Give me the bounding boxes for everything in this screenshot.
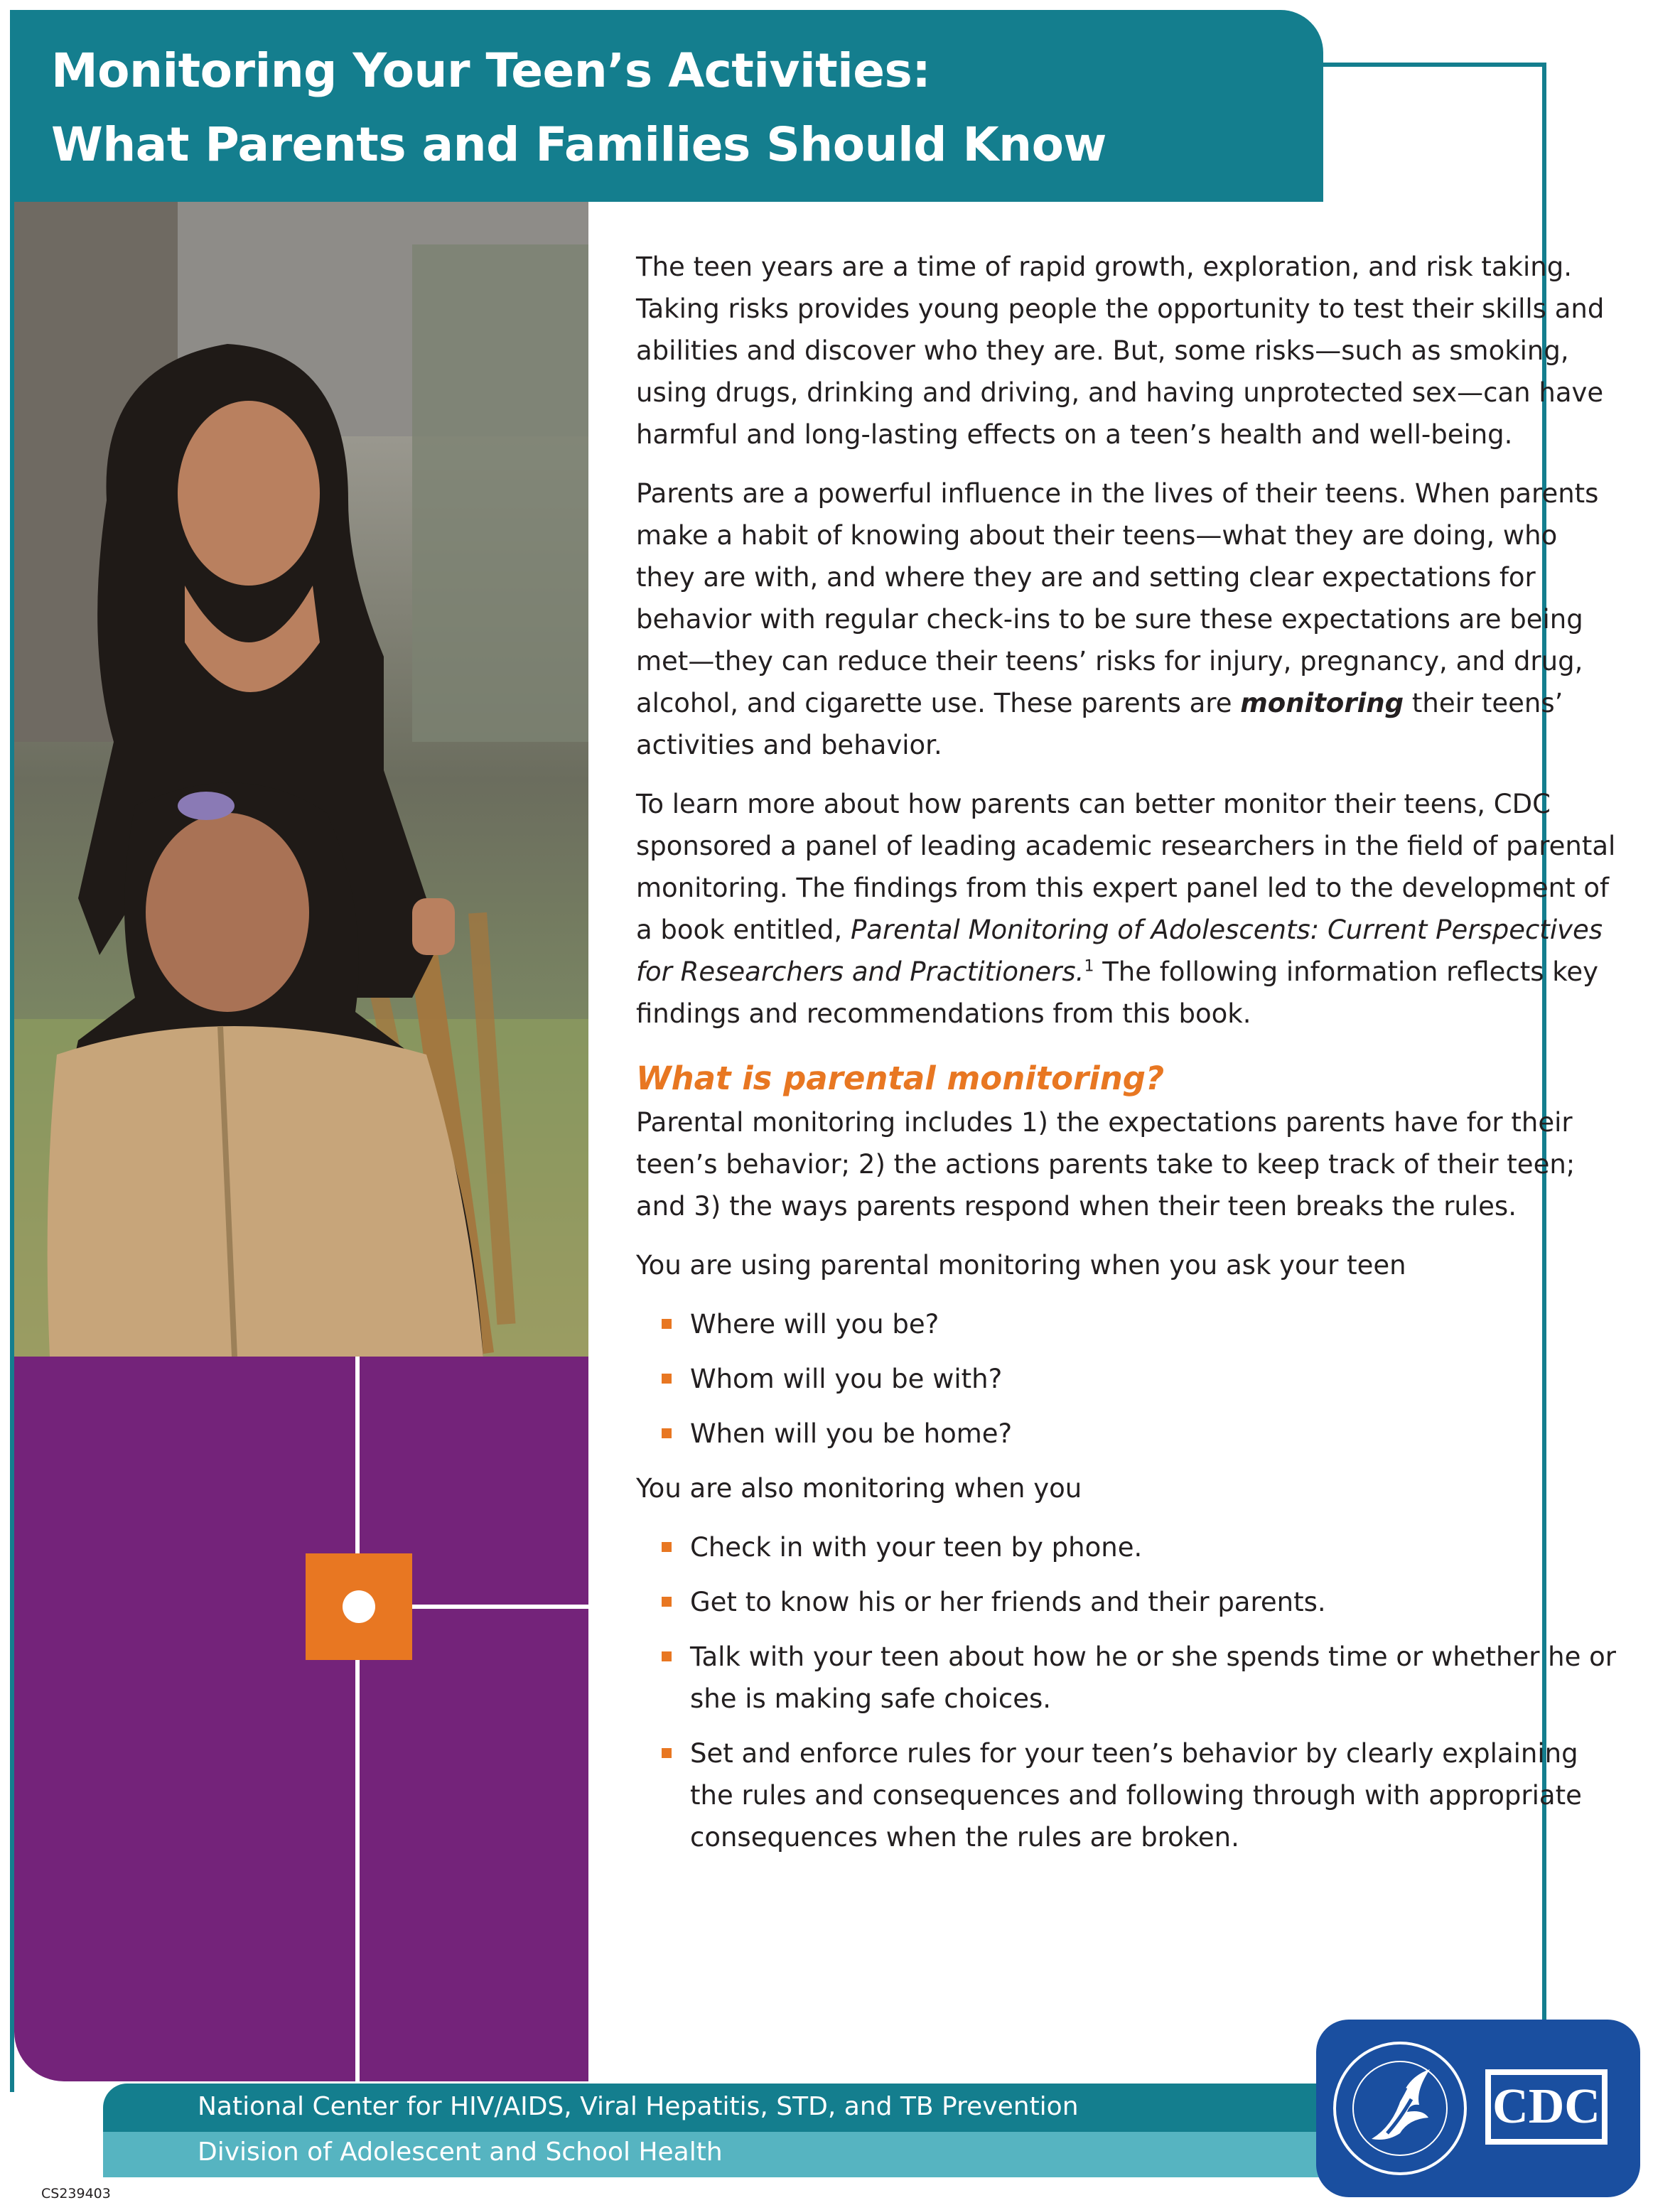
list-item: Where will you be?	[690, 1303, 1624, 1345]
footer-division-name: Division of Adolescent and School Health	[198, 2138, 723, 2167]
hhs-eagle-seal-icon	[1316, 2020, 1640, 2197]
mother-daughter-photo	[14, 202, 588, 1357]
hhs-cdc-logo	[1316, 2020, 1640, 2197]
main-content	[636, 246, 1624, 1871]
section-heading: What is parental monitoring?	[636, 1060, 1165, 1097]
white-dot-icon	[343, 1590, 375, 1623]
intro-p3-text: To learn more about how parents can better monitor their teens, CDC sponsored a panel of leading academic researchers in the field of parental monitoring. The findings from this expert panel led to the development of a book entitled,	[636, 789, 1616, 945]
list-item: When will you be home?	[690, 1413, 1624, 1455]
list-item: Get to know his or her friends and their parents.	[690, 1581, 1624, 1623]
footnote-ref: 1	[1084, 957, 1094, 976]
intro-p2-tail: their teens’ activities and behavior.	[636, 688, 1563, 760]
orange-accent-square	[306, 1553, 412, 1660]
intro-p2-text: Parents are a powerful influence in the lives of their teens. When parents make a habit of knowing about their teens—what they are doing, who they are with, and where they are and setting clear expectations for behavior with regular check-ins to be sure these expectations are being met—they can reduce their teens’ risks for injury, pregnancy, and drug, alcohol, and cigarette use. These parents are	[636, 478, 1599, 718]
list-item: Whom will you be with?	[690, 1358, 1624, 1400]
title-line-2: What Parents and Families Should Know	[51, 117, 1106, 172]
intro-paragraph-1: The teen years are a time of rapid growth, exploration, and risk taking. Taking risks provides young people the opportunity to test their skills and abilities and discover who they are. But, some risks—such as smoking, using drugs, drinking and driving, and having unprotected sex—can have harmful and long-lasting effects on a teen’s health and well-being.	[636, 252, 1605, 450]
intro-paragraph-2	[636, 473, 1624, 766]
decorative-horizontal-line	[412, 1605, 588, 1609]
list-item: Talk with your teen about how he or she spends time or whether he or she is making safe choices.	[690, 1636, 1624, 1720]
monitoring-emphasis: monitoring	[1240, 688, 1404, 718]
intro-p3-tail: The following information reflects key findings and recommendations from this book.	[636, 956, 1599, 1029]
cdc-logo-text: CDC	[1492, 2079, 1600, 2134]
page-title	[51, 34, 1106, 182]
footer-center-name: National Center for HIV/AIDS, Viral Hepatitis, STD, and TB Prevention	[198, 2092, 1079, 2121]
title-banner	[10, 10, 1323, 202]
decorative-vertical-line	[355, 1357, 360, 2088]
intro-paragraph-3	[636, 783, 1624, 1035]
list-item: Check in with your teen by phone.	[690, 1526, 1624, 1568]
action-list	[636, 1526, 1624, 1858]
section-paragraph-3: You are also monitoring when you	[636, 1473, 1082, 1504]
question-list	[636, 1303, 1624, 1455]
book-title: Parental Monitoring of Adolescents: Current Perspectives for Researchers and Practitioners.	[636, 915, 1603, 987]
section-paragraph-2: You are using parental monitoring when you ask your teen	[636, 1250, 1406, 1281]
purple-decorative-panel	[14, 1357, 588, 2081]
photo-illustration	[14, 202, 588, 1357]
section-paragraph-1: Parental monitoring includes 1) the expectations parents have for their teen’s behavior; 2) the actions parents take to keep track of their teen; and 3) the ways parents respond when their teen breaks the rules.	[636, 1107, 1576, 1222]
list-item: Set and enforce rules for your teen’s behavior by clearly explaining the rules and consequences and following through with appropriate consequences when the rules are broken.	[690, 1732, 1624, 1858]
title-line-1: Monitoring Your Teen’s Activities:	[51, 43, 931, 98]
frame-top-rule	[1323, 63, 1546, 67]
document-code: CS239403	[41, 2186, 111, 2201]
